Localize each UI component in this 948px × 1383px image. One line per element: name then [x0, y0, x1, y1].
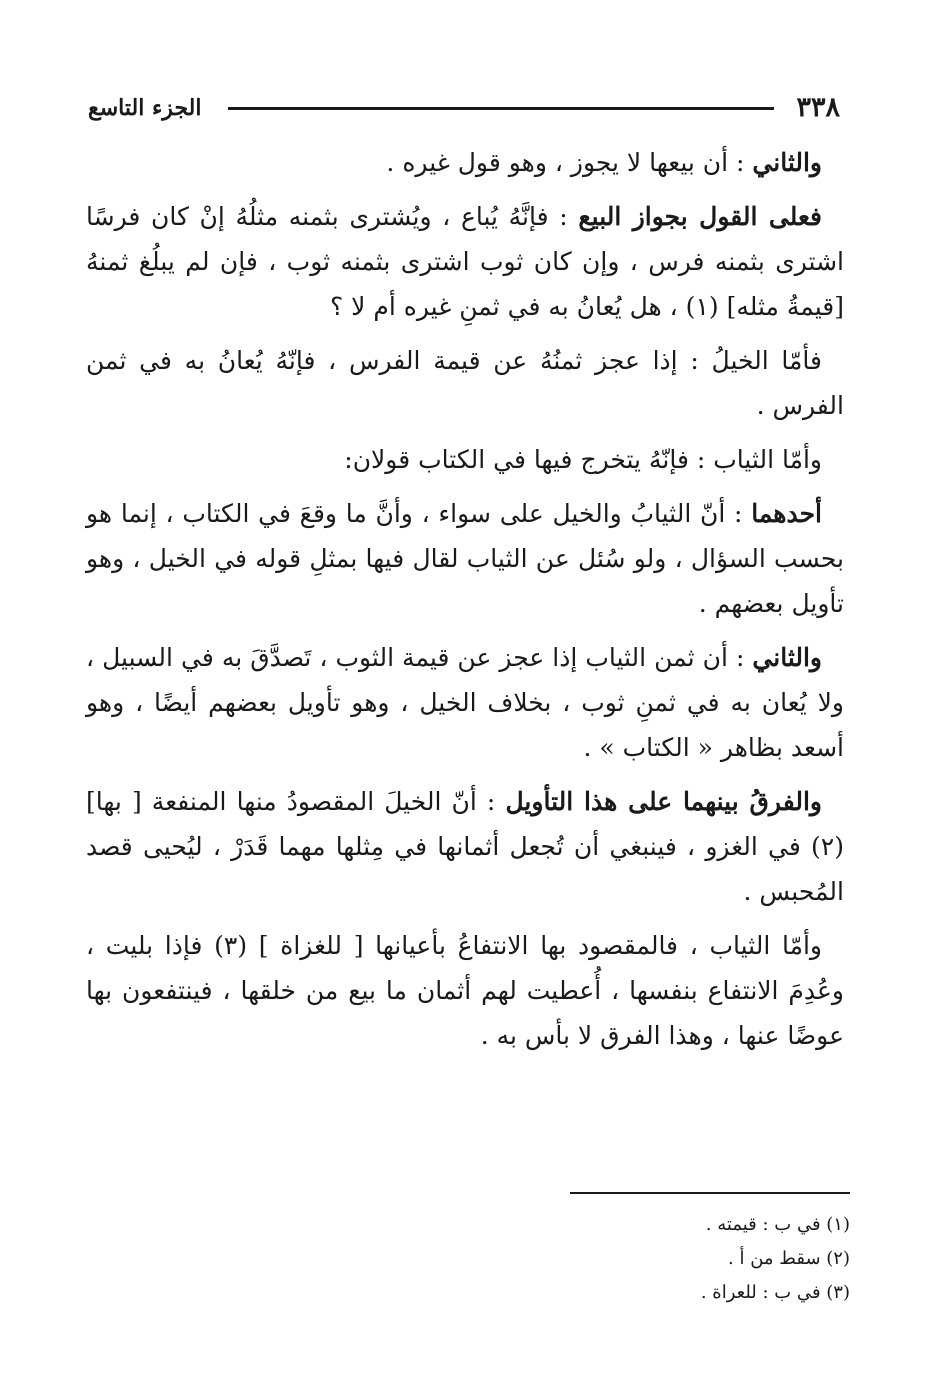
page-number: ٣٣٨	[796, 92, 840, 123]
paragraph-text: : أنّ الخيلَ المقصودُ منها المنفعة [ بها](٢) في الغزو ، فينبغي أن تُجعل أثمانها في مِثلها مهما قَدَرْ ، ليُحيى قصد المُحبس .	[86, 787, 844, 906]
paragraph-text: : فإنَّهُ يُباع ، ويُشترى بثمنه مثلُهُ إنْ كان فرسًا اشترى بثمنه فرس ، وإن كان ثوب اشترى بثمنه ثوب ، فإن لم يبلُغ ثمنهُ [قيمةُ مثله] (١) ، هل يُعانُ به في ثمنِ غيره أم لا ؟	[86, 202, 844, 321]
paragraph-text: : أن بيعها لا يجوز ، وهو قول غيره .	[386, 148, 745, 177]
paragraph-text: : أنّ الثيابُ والخيل على سواء ، وأنَّ ما وقعَ في الكتاب ، إنما هو بحسب السؤال ، ولو سُئل عن الثياب لقال فيها بمثلِ قوله في الخيل ، وهو تأويل بعضهم .	[86, 499, 844, 618]
paragraph	[86, 194, 844, 329]
footnote: (١) في ب : قيمته .	[705, 1214, 850, 1235]
paragraph	[86, 437, 844, 482]
paragraph-lead: والثاني	[752, 148, 822, 177]
paragraph-lead: والثاني	[752, 643, 822, 672]
page-header	[88, 88, 840, 128]
main-text	[86, 140, 844, 1067]
paragraph-text: وأمّا الثياب : فإنّهُ يتخرج فيها في الكتاب قولان:	[344, 445, 822, 474]
paragraph	[86, 338, 844, 428]
paragraph-lead: فعلى القول بجواز البيع	[578, 202, 822, 231]
part-title: الجزء التاسع	[88, 95, 202, 121]
paragraph	[86, 923, 844, 1058]
paragraph-lead: والفرقُ بينهما على هذا التأويل	[505, 787, 823, 816]
paragraph-text: : أن ثمن الثياب إذا عجز عن قيمة الثوب ، تَصدَّقَ به في السبيل ، ولا يُعان به في ثمنِ ثوب ، بخلاف الخيل ، وهو تأويل بعضهم أيضًا ، وهو أسعد بظاهر « الكتاب » .	[86, 643, 844, 762]
footnote-rule	[570, 1192, 850, 1194]
paragraph	[86, 635, 844, 770]
footnote: (٢) سقط من أ .	[728, 1248, 850, 1269]
paragraph-text: وأمّا الثياب ، فالمقصود بها الانتفاعُ بأعيانها [ للغزاة ] (٣) فإذا بليت ، وعُدِمَ الانتفاع بنفسها ، أُعطيت لهم أثمان ما بيع من خلقها ، فينتفعون بها عوضًا عنها ، وهذا الفرق لا بأس به .	[86, 931, 844, 1050]
paragraph	[86, 491, 844, 626]
header-rule	[228, 107, 774, 110]
footnotes	[450, 1208, 850, 1310]
paragraph	[86, 140, 844, 185]
paragraph	[86, 779, 844, 914]
paragraph-lead: أحدهما	[751, 499, 822, 528]
footnote: (٣) في ب : للعراة .	[700, 1282, 850, 1303]
paragraph-text: فأمّا الخيلُ : إذا عجز ثمنُهُ عن قيمة الفرس ، فإنّهُ يُعانُ به في ثمن الفرس .	[86, 346, 844, 420]
